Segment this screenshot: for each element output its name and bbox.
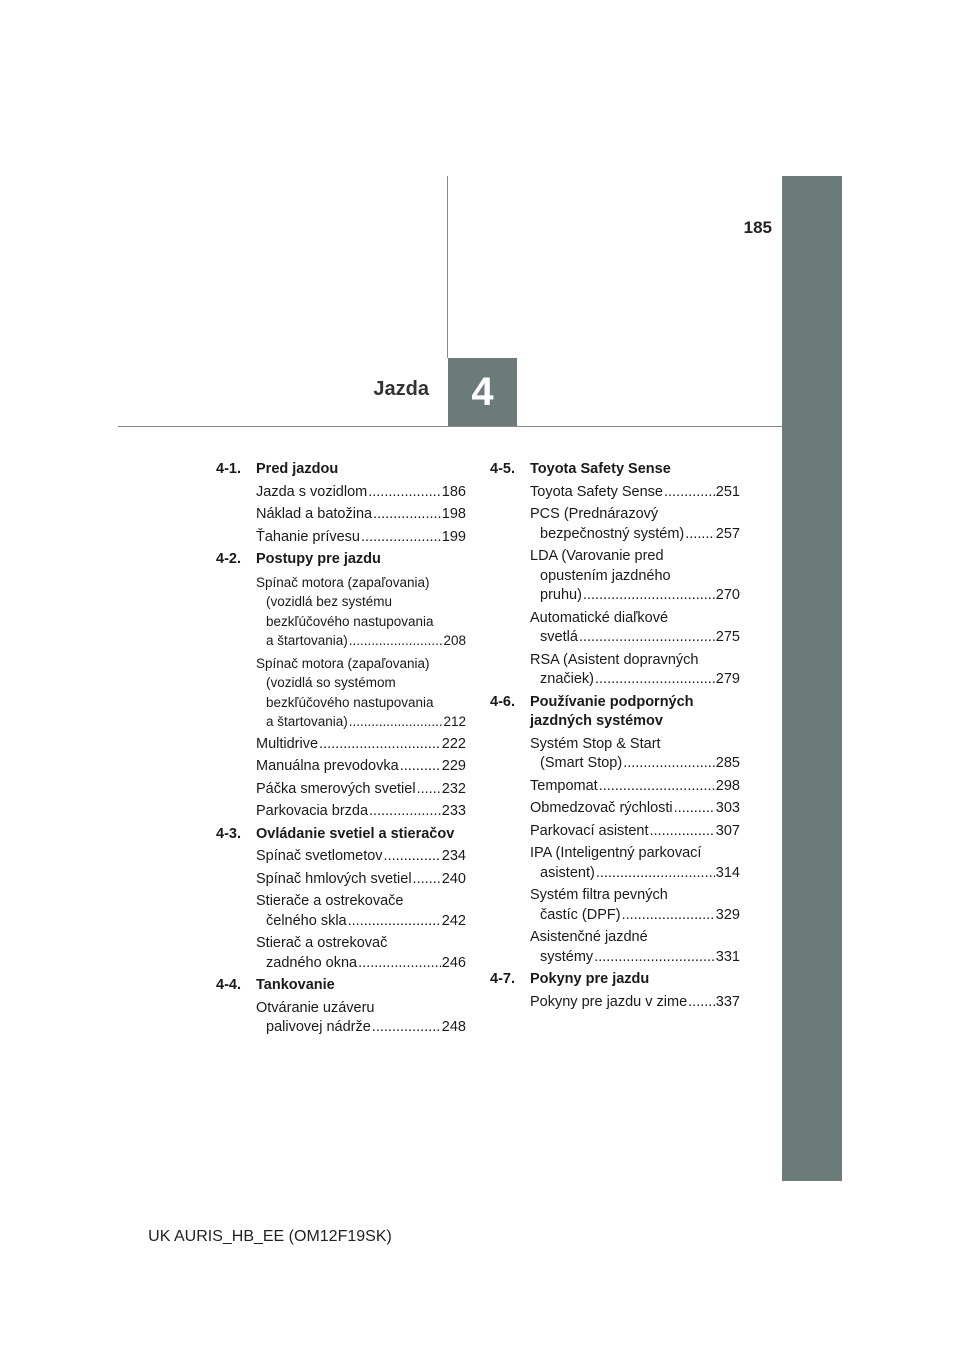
entry-text: bezpečnostný systém) bbox=[540, 525, 685, 542]
entry-text: Pokyny pre jazdu v zime bbox=[530, 993, 688, 1010]
toc-entry[interactable] bbox=[216, 654, 466, 732]
section-title: Ovládanie svetiel a stieračov bbox=[256, 825, 455, 842]
dot-leader bbox=[349, 631, 443, 651]
dot-leader bbox=[664, 483, 715, 503]
dot-leader bbox=[368, 483, 441, 503]
dot-leader bbox=[417, 780, 441, 800]
toc-entry[interactable] bbox=[216, 483, 466, 503]
dot-leader bbox=[348, 912, 441, 932]
dot-leader bbox=[688, 993, 715, 1013]
entry-text: asistent) bbox=[540, 864, 595, 881]
entry-text: svetlá bbox=[540, 629, 578, 645]
toc-entry[interactable] bbox=[216, 847, 466, 867]
entry-page-number: 240 bbox=[441, 870, 466, 887]
toc-entry[interactable] bbox=[490, 777, 740, 797]
toc-entry[interactable] bbox=[216, 505, 466, 525]
dot-leader bbox=[349, 712, 443, 732]
entry-page-number: 246 bbox=[441, 954, 466, 971]
toc-entry[interactable] bbox=[490, 993, 740, 1013]
toc-entry[interactable] bbox=[490, 928, 740, 967]
entry-page-number: 248 bbox=[441, 1019, 466, 1035]
section-title: Toyota Safety Sense bbox=[530, 461, 671, 477]
entry-text: častíc (DPF) bbox=[540, 906, 621, 923]
toc-entry[interactable] bbox=[216, 573, 466, 651]
entry-page-number: 279 bbox=[715, 671, 740, 687]
entry-text: pruhu) bbox=[540, 587, 582, 603]
entry-text: Toyota Safety Sense bbox=[530, 483, 663, 500]
dot-leader bbox=[384, 847, 441, 867]
entry-page-number: 270 bbox=[715, 587, 740, 603]
chapter-title: Jazda bbox=[373, 378, 429, 400]
entry-page-number: 329 bbox=[715, 906, 740, 923]
entry-page-number: 331 bbox=[715, 948, 740, 965]
entry-text: Parkovací asistent bbox=[530, 822, 649, 839]
toc-entry[interactable] bbox=[216, 757, 466, 777]
entry-text: Tempomat bbox=[530, 777, 598, 794]
toc-entry[interactable] bbox=[490, 651, 740, 690]
entry-text: Ťahanie prívesu bbox=[256, 528, 360, 545]
entry-text: zadného okna bbox=[266, 954, 358, 971]
section-title: Pokyny pre jazdu bbox=[530, 971, 650, 987]
entry-page-number: 208 bbox=[443, 633, 466, 648]
entry-text: čelného skla bbox=[266, 912, 347, 929]
dot-leader bbox=[358, 954, 441, 974]
dot-leader bbox=[583, 586, 715, 606]
entry-text: systémy bbox=[540, 948, 594, 965]
entry-text: bezkľúčového nastupovania bbox=[266, 613, 434, 629]
entry-page-number: 234 bbox=[441, 848, 466, 864]
entry-text: Systém filtra pevných bbox=[530, 887, 668, 903]
toc-entry[interactable] bbox=[216, 802, 466, 822]
dot-leader bbox=[594, 948, 715, 968]
entry-text: Asistenčné jazdné bbox=[530, 929, 648, 945]
section-number: 4-6. bbox=[490, 693, 515, 710]
vertical-rule bbox=[447, 176, 448, 358]
entry-text: Spínač motora (zapaľovania) bbox=[256, 655, 430, 671]
entry-page-number: 303 bbox=[715, 800, 740, 816]
dot-leader bbox=[319, 735, 441, 755]
entry-text: (vozidlá so systémom bbox=[266, 675, 396, 690]
toc-section-heading bbox=[490, 970, 740, 990]
dot-leader bbox=[622, 906, 715, 926]
section-title: Používanie podporných bbox=[530, 693, 694, 710]
toc-entry[interactable] bbox=[490, 799, 740, 819]
entry-page-number: 307 bbox=[715, 822, 740, 839]
toc-section-heading bbox=[216, 460, 466, 480]
toc-entry[interactable] bbox=[490, 844, 740, 883]
toc-entry[interactable] bbox=[490, 505, 740, 544]
dot-leader bbox=[596, 864, 715, 884]
toc-entry[interactable] bbox=[216, 999, 466, 1038]
entry-text: bezkľúčového nastupovania bbox=[266, 694, 434, 710]
dot-leader bbox=[373, 505, 441, 525]
section-number: 4-2. bbox=[216, 551, 241, 567]
section-title: Postupy pre jazdu bbox=[256, 551, 381, 567]
chapter-number-box: 4 bbox=[448, 358, 517, 426]
entry-text: LDA (Varovanie pred bbox=[530, 548, 664, 564]
toc-section-heading bbox=[216, 825, 466, 845]
page-number: 185 bbox=[743, 218, 772, 237]
entry-text: (Smart Stop) bbox=[540, 755, 623, 771]
entry-page-number: 199 bbox=[441, 528, 466, 545]
entry-text: Náklad a batožina bbox=[256, 506, 373, 522]
section-title: Pred jazdou bbox=[256, 461, 339, 477]
dot-leader bbox=[674, 799, 715, 819]
dot-leader bbox=[623, 754, 715, 774]
entry-text: opustením jazdného bbox=[540, 567, 671, 584]
entry-text: Spínač motora (zapaľovania) bbox=[256, 574, 430, 590]
toc-entry[interactable] bbox=[216, 735, 466, 755]
entry-page-number: 285 bbox=[715, 755, 740, 771]
entry-text: Jazda s vozidlom bbox=[256, 483, 368, 500]
toc-entry[interactable] bbox=[490, 547, 740, 606]
entry-text: Páčka smerových svetiel bbox=[256, 780, 416, 797]
entry-page-number: 242 bbox=[441, 912, 466, 929]
entry-text: Automatické diaľkové bbox=[530, 609, 669, 626]
horizontal-rule bbox=[118, 426, 782, 427]
dot-leader bbox=[400, 757, 441, 777]
entry-page-number: 275 bbox=[715, 629, 740, 645]
entry-page-number: 251 bbox=[715, 483, 740, 500]
dot-leader bbox=[599, 777, 715, 797]
entry-page-number: 257 bbox=[715, 525, 740, 542]
toc-entry[interactable] bbox=[216, 870, 466, 890]
entry-page-number: 229 bbox=[441, 758, 466, 774]
toc-entry[interactable] bbox=[216, 528, 466, 548]
entry-text: (vozidlá bez systému bbox=[266, 594, 393, 609]
entry-page-number: 232 bbox=[441, 780, 466, 797]
entry-page-number: 298 bbox=[715, 777, 740, 794]
dot-leader bbox=[413, 870, 441, 890]
entry-text: Stierače a ostrekovače bbox=[256, 893, 404, 909]
section-number: 4-7. bbox=[490, 971, 515, 987]
section-title: Tankovanie bbox=[256, 977, 335, 993]
entry-text: Obmedzovač rýchlosti bbox=[530, 800, 673, 816]
entry-text: Systém Stop & Start bbox=[530, 735, 661, 752]
dot-leader bbox=[372, 1018, 441, 1038]
entry-text: Manuálna prevodovka bbox=[256, 758, 399, 774]
dot-leader bbox=[685, 525, 715, 545]
entry-text: Otváranie uzáveru bbox=[256, 999, 375, 1016]
dot-leader bbox=[595, 670, 715, 690]
section-number: 4-1. bbox=[216, 461, 241, 477]
entry-page-number: 198 bbox=[441, 506, 466, 522]
toc-section-heading bbox=[216, 550, 466, 570]
entry-text: PCS (Prednárazový bbox=[530, 506, 659, 522]
dot-leader bbox=[649, 822, 714, 842]
toc-entry[interactable] bbox=[490, 609, 740, 648]
toc-right-column bbox=[490, 460, 740, 1015]
toc-entry[interactable] bbox=[490, 886, 740, 925]
document-footer: UK AURIS_HB_EE (OM12F19SK) bbox=[148, 1228, 392, 1245]
section-number: 4-4. bbox=[216, 977, 241, 993]
entry-page-number: 337 bbox=[715, 993, 740, 1010]
entry-text: palivovej nádrže bbox=[266, 1019, 371, 1035]
dot-leader bbox=[369, 802, 441, 822]
entry-page-number: 233 bbox=[441, 803, 466, 819]
entry-text: RSA (Asistent dopravných bbox=[530, 651, 699, 668]
toc-entry[interactable] bbox=[216, 780, 466, 800]
toc-section-heading bbox=[490, 460, 740, 480]
entry-page-number: 212 bbox=[443, 714, 466, 729]
toc-section-heading bbox=[216, 976, 466, 996]
toc-entry[interactable] bbox=[490, 822, 740, 842]
entry-text: a štartovania) bbox=[266, 714, 348, 729]
dot-leader bbox=[579, 628, 715, 648]
entry-page-number: 314 bbox=[715, 864, 740, 881]
entry-text: a štartovania) bbox=[266, 633, 348, 648]
entry-text: Parkovacia brzda bbox=[256, 803, 369, 819]
entry-page-number: 186 bbox=[441, 483, 466, 500]
entry-text: IPA (Inteligentný parkovací bbox=[530, 845, 702, 861]
toc-entry[interactable] bbox=[490, 735, 740, 774]
section-number: 4-3. bbox=[216, 825, 241, 842]
entry-text: Spínač hmlových svetiel bbox=[256, 870, 412, 887]
toc-entry[interactable] bbox=[490, 483, 740, 503]
toc-entry[interactable] bbox=[216, 892, 466, 931]
chapter-side-tab bbox=[782, 176, 842, 1181]
entry-text: Multidrive bbox=[256, 735, 319, 752]
dot-leader bbox=[361, 528, 441, 548]
toc-left-column bbox=[216, 460, 466, 1041]
section-number: 4-5. bbox=[490, 461, 515, 477]
entry-text: značiek) bbox=[540, 671, 594, 687]
entry-text: Spínač svetlometov bbox=[256, 848, 383, 864]
toc-section-heading bbox=[490, 693, 740, 732]
toc-entry[interactable] bbox=[216, 934, 466, 973]
entry-page-number: 222 bbox=[441, 735, 466, 752]
entry-text: Stierač a ostrekovač bbox=[256, 935, 388, 951]
section-title: jazdných systémov bbox=[530, 713, 663, 729]
